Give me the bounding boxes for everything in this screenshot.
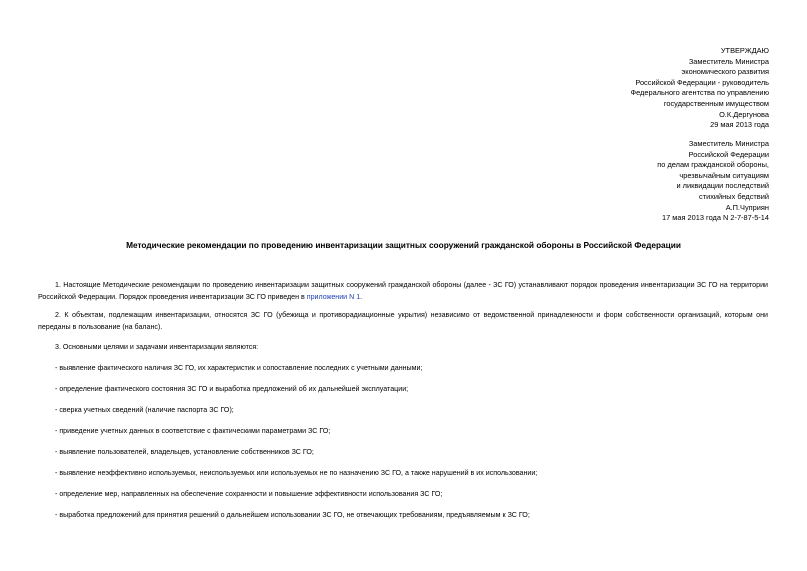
task-list-item: - выявление пользователей, владельцев, установление собственников ЗС ГО; — [55, 448, 314, 456]
task-list-item: - определение фактического состояния ЗС ГО и выработка предложений об их дальнейшей эксплуатации; — [55, 385, 409, 393]
task-list-item: - выявление фактического наличия ЗС ГО, их характеристик и сопоставление последних с учетными данными; — [55, 364, 423, 372]
paragraph-1 — [38, 280, 768, 303]
paragraph-3: 3. Основными целями и задачами инвентаризации являются: — [55, 343, 259, 351]
task-list-item: - выявление неэффективно используемых, неиспользуемых или используемых не по назначению ЗС ГО, а также нарушений в их использовании; — [55, 469, 538, 477]
approval-block-ministry-economic-development — [630, 46, 769, 131]
approval-line: Российской Федерации - руководитель — [635, 77, 769, 87]
approval-line: чрезвычайным ситуациям — [679, 170, 769, 180]
approval-line: и ликвидации последствий — [676, 181, 769, 191]
approval-signatory: А.П.Чуприян — [725, 202, 769, 212]
approval-line: стихийных бедствий — [699, 191, 769, 201]
approval-line: государственным имуществом — [663, 98, 769, 108]
approval-line: Заместитель Министра — [688, 139, 769, 148]
task-list-item: - приведение учетных данных в соответствие с фактическими параметрами ЗС ГО; — [55, 427, 331, 435]
approval-heading: УТВЕРЖДАЮ — [720, 46, 769, 55]
approval-line: Российской Федерации — [688, 149, 769, 159]
task-list-item: - сверка учетных сведений (наличие паспорта ЗС ГО); — [55, 406, 234, 414]
paragraph-1-text: 1. Настоящие Методические рекомендации по проведению инвентаризации защитных сооружений гражданской обороны (далее - ЗС ГО) устанавливают порядок проведения инвентаризации ЗС ГО на территории Российской Федерации. Порядок проведения инвентаризации ЗС ГО приведен в — [38, 281, 768, 301]
approval-line: Заместитель Министра — [688, 56, 769, 66]
approval-signatory: О.К.Дергунова — [719, 109, 769, 119]
approval-line: Федерального агентства по управлению — [630, 88, 769, 98]
approval-date: 17 мая 2013 года N 2-7-87-5-14 — [662, 213, 769, 223]
approval-date: 29 мая 2013 года — [710, 120, 769, 130]
task-list-item: - выработка предложений для принятия решений о дальнейшем использовании ЗС ГО, не отвечающих требованиям, предъявляемым к ЗС ГО; — [55, 511, 530, 519]
document-title: Методические рекомендации по проведению инвентаризации защитных сооружений гражданской обороны в Российской Федерации — [126, 240, 681, 250]
paragraph-2: 2. К объектам, подлежащим инвентаризации, относятся ЗС ГО (убежища и противорадиационные укрытия) независимо от ведомственной принадлежности и форм собственности организаций, которым они переданы в пользование (на баланс). — [38, 311, 768, 331]
paragraph-1-tail: . — [360, 292, 363, 301]
approval-line: экономического развития — [681, 67, 769, 77]
approval-line: по делам гражданской обороны, — [657, 160, 769, 170]
approval-block-emercom — [657, 139, 769, 224]
appendix-1-link[interactable]: приложении N 1 — [306, 292, 361, 301]
task-list-item: - определение мер, направленных на обеспечение сохранности и повышение эффективности использования ЗС ГО; — [55, 490, 443, 498]
